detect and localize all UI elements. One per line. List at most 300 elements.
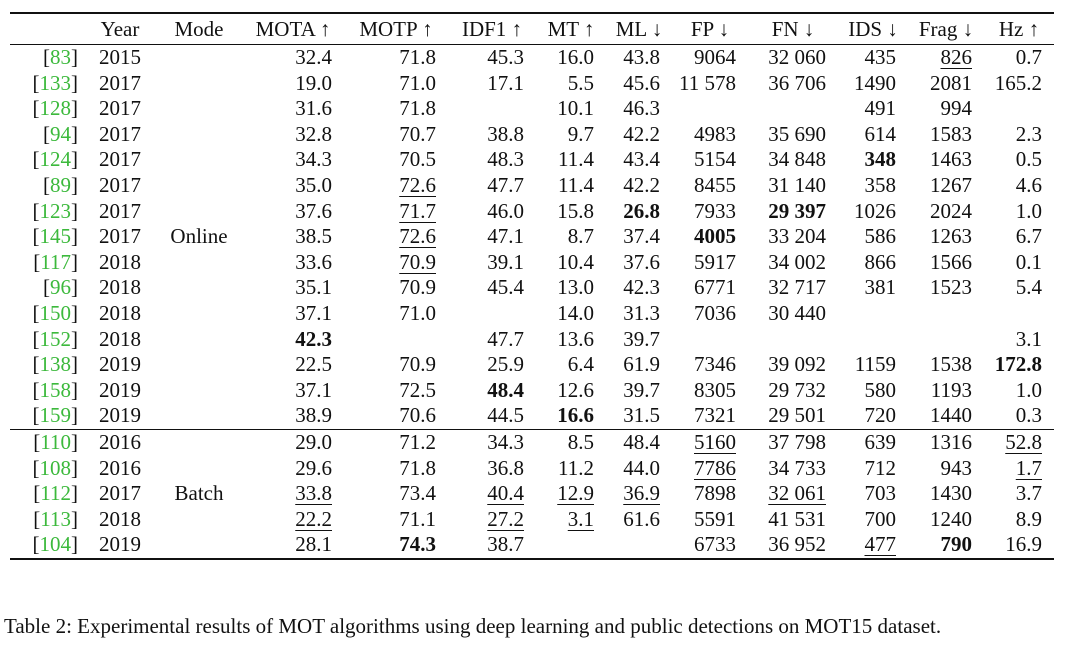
fp-cell: [672, 403, 748, 429]
citation-link[interactable]: [145]: [32, 224, 78, 249]
citation-link[interactable]: [113]: [33, 506, 78, 531]
mt-cell: [536, 532, 606, 559]
frag-cell: [908, 122, 984, 148]
mode-cell: [156, 456, 242, 482]
motp-cell: [344, 456, 448, 482]
mode-cell: [156, 352, 242, 378]
reference-cell: [10, 481, 84, 507]
ml-value: 39.7: [623, 326, 660, 351]
hz-cell: [984, 301, 1054, 327]
idf1-cell: [448, 378, 536, 404]
mode-cell: [156, 250, 242, 276]
ml-cell: [606, 147, 672, 173]
mt-cell: [536, 45, 606, 71]
frag-cell: [908, 147, 984, 173]
fn-cell: [748, 45, 838, 71]
frag-cell: [908, 507, 984, 533]
reference-cell: [10, 403, 84, 429]
citation-number: 117: [40, 249, 71, 274]
ids-value: 477: [864, 532, 896, 557]
citation-number: 133: [39, 70, 71, 95]
hz-value: 6.7: [1015, 224, 1042, 249]
ids-value: 435: [864, 45, 896, 69]
frag-cell: [908, 96, 984, 122]
mt-cell: [536, 71, 606, 97]
fn-cell: [748, 71, 838, 97]
fp-value: 7786: [694, 455, 736, 480]
ids-cell: [838, 327, 908, 353]
reference-cell: [10, 507, 84, 533]
frag-cell: [908, 429, 984, 455]
idf1-value: 25.9: [487, 352, 524, 377]
citation-link[interactable]: [117]: [33, 249, 78, 274]
fp-value: 7321: [694, 403, 736, 428]
idf1-value: 45.4: [487, 275, 524, 300]
motp-value: 71.7: [399, 198, 436, 223]
ids-value: 703: [864, 481, 896, 506]
frag-cell: [908, 275, 984, 301]
table-row: [10, 122, 1054, 148]
ml-value: 31.5: [623, 403, 660, 428]
mt-cell: [536, 147, 606, 173]
mt-value: 8.7: [567, 224, 594, 249]
citation-link[interactable]: [128]: [32, 96, 78, 121]
motp-cell: [344, 429, 448, 455]
header-fn: FN ↓: [748, 13, 838, 45]
reference-cell: [10, 250, 84, 276]
frag-cell: [908, 481, 984, 507]
idf1-value: 17.1: [487, 70, 524, 95]
fp-cell: [672, 532, 748, 559]
hz-value: 0.5: [1015, 147, 1042, 172]
citation-number: 152: [39, 326, 71, 351]
frag-value: 2081: [930, 70, 972, 95]
ml-value: 43.4: [623, 147, 660, 172]
citation-link[interactable]: [89]: [43, 172, 78, 197]
idf1-cell: [448, 403, 536, 429]
hz-cell: [984, 429, 1054, 455]
header-fp: FP ↓: [672, 13, 748, 45]
mota-cell: [242, 71, 344, 97]
idf1-cell: [448, 122, 536, 148]
motp-value: 71.0: [399, 70, 436, 95]
citation-number: 83: [50, 45, 71, 69]
motp-cell: [344, 45, 448, 71]
idf1-cell: [448, 45, 536, 71]
year-cell: 2018: [99, 506, 141, 531]
fn-cell: [748, 147, 838, 173]
table-row: [10, 532, 1054, 559]
hz-cell: [984, 456, 1054, 482]
citation-link[interactable]: [152]: [32, 326, 78, 351]
ids-cell: [838, 403, 908, 429]
table-caption: Table 2: Experimental results of MOT algorithms using deep learning and public detections on MOT15 dataset.: [4, 614, 942, 638]
idf1-cell: [448, 96, 536, 122]
fn-value: 36 706: [768, 70, 826, 95]
mota-value: 37.6: [295, 198, 332, 223]
year-cell: 2015: [99, 45, 141, 69]
mode-cell: [156, 378, 242, 404]
frag-value: 994: [940, 96, 972, 121]
frag-value: 2024: [930, 198, 972, 223]
mt-value: 16.0: [557, 45, 594, 69]
fn-value: 33 204: [768, 224, 826, 249]
motp-cell: [344, 96, 448, 122]
citation-link[interactable]: [159]: [32, 403, 78, 428]
fn-cell: [748, 250, 838, 276]
reference-cell: [10, 378, 84, 404]
ml-value: 61.9: [623, 352, 660, 377]
ml-cell: [606, 173, 672, 199]
frag-value: 790: [940, 532, 972, 557]
mode-cell: [156, 173, 242, 199]
mt-value: 12.9: [557, 481, 594, 506]
ml-value: 26.8: [623, 198, 660, 223]
hz-cell: [984, 71, 1054, 97]
mode-cell: [156, 71, 242, 97]
fn-cell: [748, 429, 838, 455]
mode-cell: [156, 122, 242, 148]
mota-value: 35.1: [295, 275, 332, 300]
hz-cell: [984, 403, 1054, 429]
fp-value: 4983: [694, 121, 736, 146]
fn-value: 29 501: [768, 403, 826, 428]
ids-value: 700: [864, 506, 896, 531]
idf1-value: 46.0: [487, 198, 524, 223]
idf1-cell: [448, 352, 536, 378]
ml-value: 61.6: [623, 506, 660, 531]
frag-value: 1193: [930, 377, 972, 402]
ids-value: 720: [864, 403, 896, 428]
table-header: [10, 13, 1054, 45]
ids-cell: [838, 456, 908, 482]
citation-number: 145: [39, 224, 71, 249]
mt-value: 10.4: [557, 249, 594, 274]
mota-value: 33.6: [295, 249, 332, 274]
motp-cell: [344, 301, 448, 327]
mode-cell: Batch: [174, 481, 224, 506]
citation-link[interactable]: [83]: [43, 45, 78, 69]
idf1-value: 38.7: [487, 532, 524, 557]
ml-cell: [606, 327, 672, 353]
mt-cell: [536, 352, 606, 378]
ml-value: 44.0: [623, 455, 660, 480]
citation-number: 150: [39, 300, 71, 325]
table-row: [10, 403, 1054, 429]
frag-cell: [908, 224, 984, 250]
frag-value: 943: [940, 455, 972, 480]
citation-link[interactable]: [104]: [32, 532, 78, 557]
fn-value: 35 690: [768, 121, 826, 146]
fp-value: 7898: [694, 481, 736, 506]
table-row: [10, 147, 1054, 173]
citation-link[interactable]: [133]: [32, 70, 78, 95]
mota-value: 22.2: [295, 506, 332, 531]
motp-cell: [344, 224, 448, 250]
ids-value: 580: [864, 377, 896, 402]
mt-value: 9.7: [567, 121, 594, 146]
mt-value: 11.4: [558, 147, 594, 172]
idf1-cell: [448, 173, 536, 199]
motp-value: 72.6: [399, 172, 436, 197]
hz-value: 3.7: [1015, 481, 1042, 506]
hz-cell: [984, 507, 1054, 533]
frag-cell: [908, 352, 984, 378]
ml-cell: [606, 378, 672, 404]
mt-value: 13.6: [557, 326, 594, 351]
mota-value: 32.8: [295, 121, 332, 146]
motp-cell: [344, 507, 448, 533]
motp-value: 71.0: [399, 300, 436, 325]
fp-cell: [672, 429, 748, 455]
table-row: [10, 429, 1054, 455]
online-group: [10, 45, 1054, 430]
reference-cell: [10, 456, 84, 482]
table-row: [10, 275, 1054, 301]
citation-link[interactable]: [110]: [33, 429, 78, 454]
frag-value: 1263: [930, 224, 972, 249]
mt-value: 13.0: [557, 275, 594, 300]
hz-cell: [984, 199, 1054, 225]
year-cell: 2016: [99, 455, 141, 480]
citation-link[interactable]: [108]: [32, 455, 78, 480]
frag-value: 1583: [930, 121, 972, 146]
idf1-value: 48.3: [487, 147, 524, 172]
ids-value: 348: [864, 147, 896, 172]
hz-value: 3.1: [1015, 326, 1042, 351]
fn-cell: [748, 275, 838, 301]
citation-number: 159: [39, 403, 71, 428]
ml-cell: [606, 507, 672, 533]
fp-cell: [672, 173, 748, 199]
reference-cell: [10, 71, 84, 97]
idf1-value: 36.8: [487, 455, 524, 480]
citation-link[interactable]: [124]: [32, 147, 78, 172]
frag-cell: [908, 327, 984, 353]
mt-value: 15.8: [557, 198, 594, 223]
reference-cell: [10, 122, 84, 148]
ids-value: 586: [864, 224, 896, 249]
citation-link[interactable]: [112]: [33, 481, 78, 506]
motp-value: 72.6: [399, 224, 436, 249]
frag-cell: [908, 378, 984, 404]
frag-value: 826: [940, 45, 972, 69]
mota-value: 42.3: [295, 326, 332, 351]
fp-cell: [672, 45, 748, 71]
fp-cell: [672, 352, 748, 378]
ids-value: 491: [864, 96, 896, 121]
fp-cell: [672, 378, 748, 404]
year-cell: 2017: [99, 172, 141, 197]
mota-value: 33.8: [295, 481, 332, 506]
year-cell: 2019: [99, 377, 141, 402]
motp-value: 70.9: [399, 249, 436, 274]
fn-value: 37 798: [768, 429, 826, 454]
hz-value: 8.9: [1015, 506, 1042, 531]
ids-value: 381: [864, 275, 896, 300]
reference-cell: [10, 173, 84, 199]
mt-cell: [536, 250, 606, 276]
mode-cell: [156, 429, 242, 455]
fp-cell: [672, 327, 748, 353]
reference-cell: [10, 96, 84, 122]
mode-cell: [156, 532, 242, 559]
citation-link[interactable]: [94]: [43, 121, 78, 146]
frag-cell: [908, 532, 984, 559]
ids-cell: [838, 507, 908, 533]
mt-value: 6.4: [567, 352, 594, 377]
ml-value: 31.3: [623, 300, 660, 325]
mota-value: 38.5: [295, 224, 332, 249]
ids-cell: [838, 224, 908, 250]
mode-cell: [156, 301, 242, 327]
idf1-value: 48.4: [487, 377, 524, 402]
motp-cell: [344, 71, 448, 97]
fp-value: 6771: [694, 275, 736, 300]
table-row: [10, 327, 1054, 353]
mt-cell: [536, 378, 606, 404]
mota-cell: [242, 327, 344, 353]
hz-cell: [984, 250, 1054, 276]
frag-cell: [908, 301, 984, 327]
idf1-value: 40.4: [487, 481, 524, 506]
frag-value: 1523: [930, 275, 972, 300]
motp-cell: [344, 173, 448, 199]
fn-cell: [748, 352, 838, 378]
year-cell: 2017: [99, 70, 141, 95]
motp-cell: [344, 352, 448, 378]
year-cell: 2017: [99, 121, 141, 146]
mt-cell: [536, 275, 606, 301]
ids-value: 866: [864, 249, 896, 274]
ids-value: 639: [864, 429, 896, 454]
hz-value: 2.3: [1015, 121, 1042, 146]
ml-cell: [606, 71, 672, 97]
ids-cell: [838, 481, 908, 507]
mota-cell: [242, 173, 344, 199]
header-idf1: IDF1 ↑: [448, 13, 536, 45]
ids-cell: [838, 378, 908, 404]
ids-value: 1026: [854, 198, 896, 223]
reference-cell: [10, 199, 84, 225]
citation-link[interactable]: [96]: [43, 275, 78, 300]
ids-cell: [838, 71, 908, 97]
hz-cell: [984, 96, 1054, 122]
results-table-container: [10, 12, 1054, 560]
mode-cell: [156, 275, 242, 301]
ids-cell: [838, 301, 908, 327]
mt-value: 10.1: [557, 96, 594, 121]
ids-cell: [838, 250, 908, 276]
idf1-cell: [448, 301, 536, 327]
ids-cell: [838, 532, 908, 559]
year-cell: 2017: [99, 96, 141, 121]
hz-value: 16.9: [1005, 532, 1042, 557]
table-row: [10, 456, 1054, 482]
mota-cell: [242, 532, 344, 559]
citation-link[interactable]: [158]: [32, 377, 78, 402]
mota-value: 28.1: [295, 532, 332, 557]
idf1-value: 34.3: [487, 429, 524, 454]
hz-value: 172.8: [994, 352, 1042, 377]
header-row: [10, 13, 1054, 45]
fp-value: 5160: [694, 429, 736, 454]
idf1-value: 39.1: [487, 249, 524, 274]
idf1-cell: [448, 199, 536, 225]
idf1-cell: [448, 250, 536, 276]
frag-value: 1240: [930, 506, 972, 531]
frag-cell: [908, 403, 984, 429]
hz-cell: [984, 481, 1054, 507]
mt-cell: [536, 327, 606, 353]
citation-number: 158: [39, 377, 71, 402]
mode-cell: [156, 45, 242, 71]
frag-cell: [908, 250, 984, 276]
mt-cell: [536, 507, 606, 533]
ids-value: 1159: [854, 352, 896, 377]
mt-cell: [536, 224, 606, 250]
fp-cell: [672, 147, 748, 173]
hz-cell: [984, 275, 1054, 301]
table-row: [10, 224, 1054, 250]
frag-value: 1267: [930, 172, 972, 197]
citation-number: 113: [40, 506, 71, 531]
year-cell: 2018: [99, 249, 141, 274]
mt-cell: [536, 301, 606, 327]
motp-value: 74.3: [399, 532, 436, 557]
frag-value: 1566: [930, 249, 972, 274]
ml-value: 46.3: [623, 96, 660, 121]
frag-value: 1430: [930, 481, 972, 506]
mt-value: 5.5: [567, 70, 594, 95]
citation-number: 138: [39, 352, 71, 377]
ml-cell: [606, 275, 672, 301]
ml-value: 36.9: [623, 481, 660, 506]
citation-link[interactable]: [150]: [32, 300, 78, 325]
frag-value: 1538: [930, 352, 972, 377]
idf1-cell: [448, 275, 536, 301]
idf1-value: 47.7: [487, 172, 524, 197]
citation-number: 124: [39, 147, 71, 172]
ml-cell: [606, 122, 672, 148]
mota-value: 19.0: [295, 70, 332, 95]
idf1-cell: [448, 327, 536, 353]
motp-cell: [344, 122, 448, 148]
fn-value: 31 140: [768, 172, 826, 197]
ml-value: 42.2: [623, 121, 660, 146]
ml-value: 45.6: [623, 70, 660, 95]
ml-cell: [606, 403, 672, 429]
citation-link[interactable]: [138]: [32, 352, 78, 377]
ml-value: 39.7: [623, 377, 660, 402]
idf1-cell: [448, 481, 536, 507]
fn-value: 41 531: [768, 506, 826, 531]
frag-cell: [908, 456, 984, 482]
fp-value: 7346: [694, 352, 736, 377]
fn-value: 36 952: [768, 532, 826, 557]
mota-cell: [242, 199, 344, 225]
citation-link[interactable]: [123]: [32, 198, 78, 223]
fn-cell: [748, 507, 838, 533]
citation-number: 96: [50, 275, 71, 300]
fn-value: 39 092: [768, 352, 826, 377]
fn-cell: [748, 378, 838, 404]
mota-cell: [242, 456, 344, 482]
table-row: [10, 378, 1054, 404]
mota-cell: [242, 250, 344, 276]
mt-cell: [536, 199, 606, 225]
ids-value: 358: [864, 172, 896, 197]
